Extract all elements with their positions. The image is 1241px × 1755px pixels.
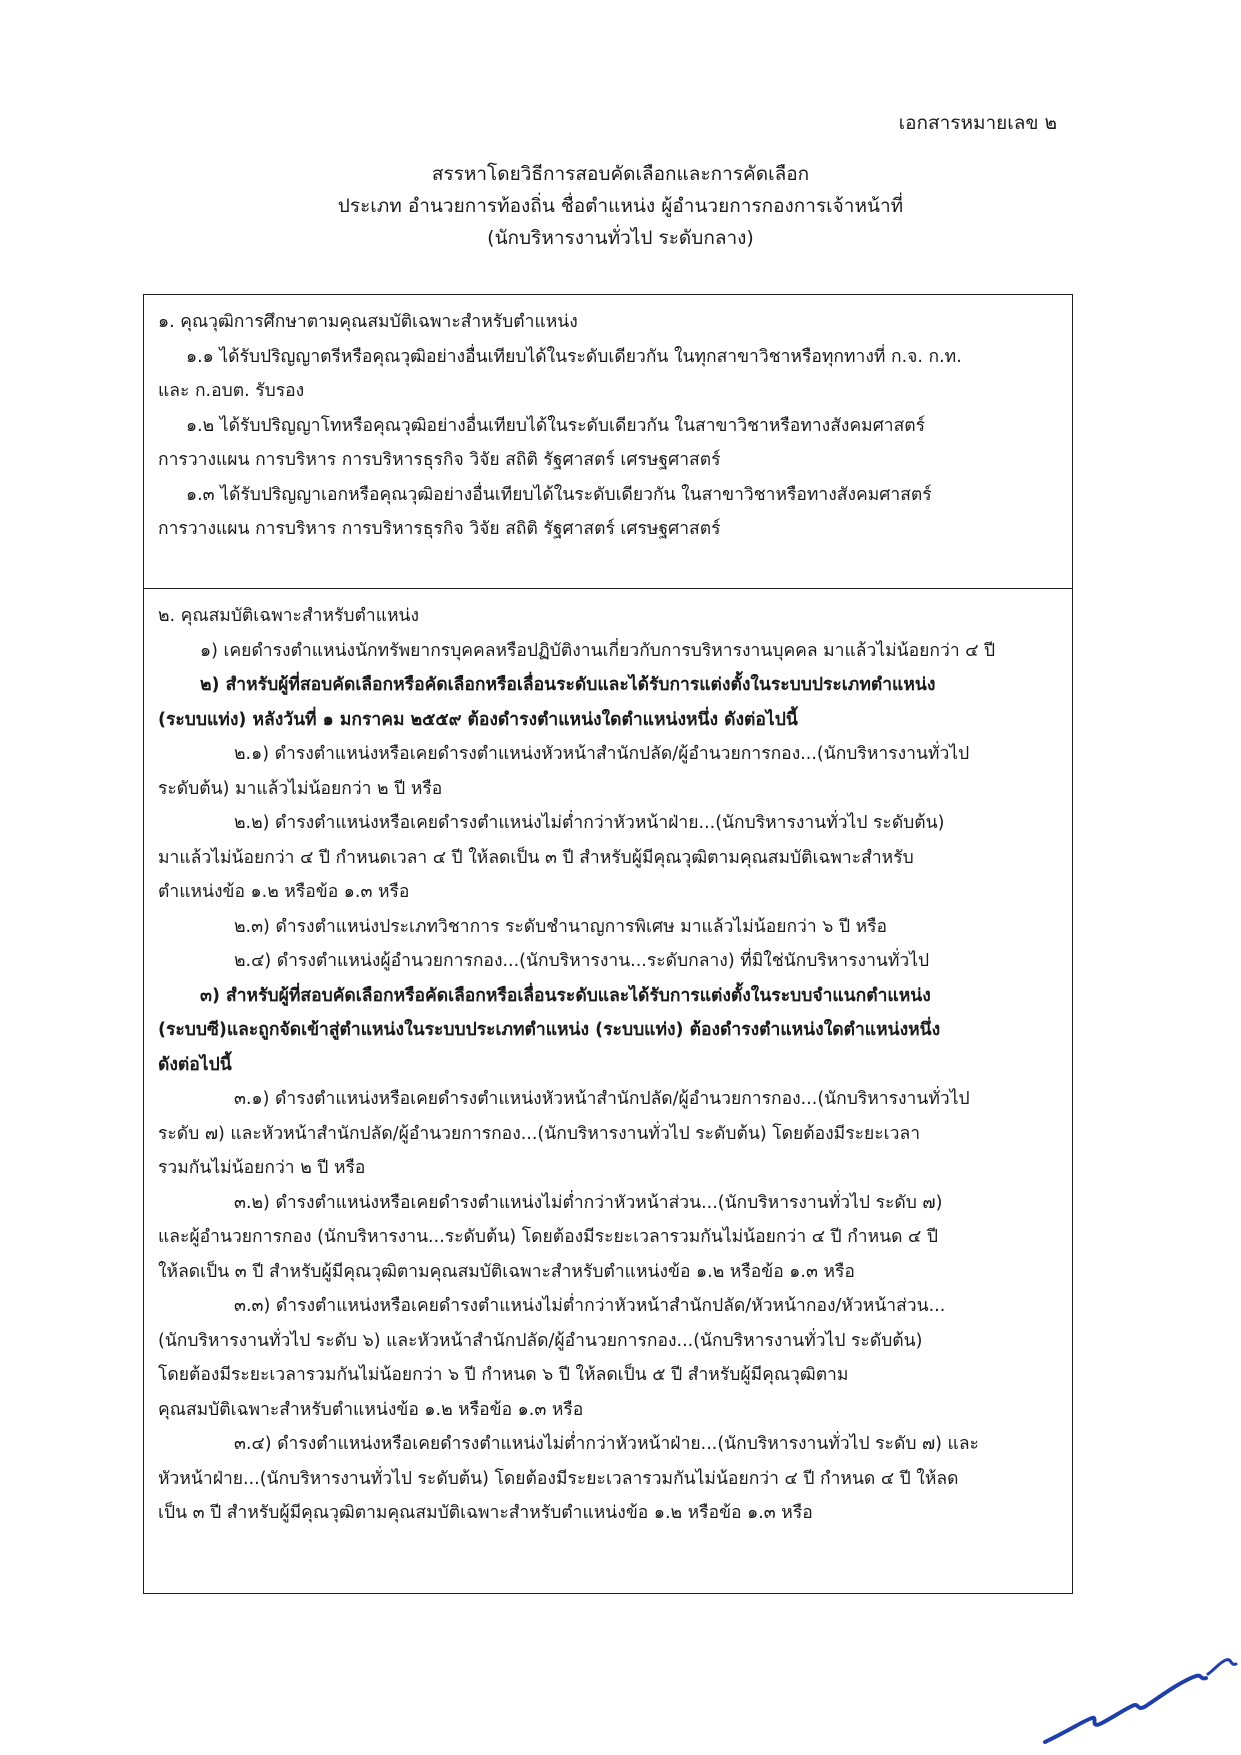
text-line: ดังต่อไปนี้ [158, 1054, 232, 1075]
text-line: ๒.๒) ดำรงตำแหน่งหรือเคยดำรงตำแหน่งไม่ต่ำกว่าหัวหน้าฝ่าย...(นักบริหารงานทั่วไป ระดับต้น) [234, 813, 945, 833]
text-line: ๒.๓) ดำรงตำแหน่งประเภทวิชาการ ระดับชำนาญการพิเศษ มาแล้วไม่น้อยกว่า ๖ ปี หรือ [234, 916, 888, 937]
text-line: ๒.๑) ดำรงตำแหน่งหรือเคยดำรงตำแหน่งหัวหน้าสำนักปลัด/ผู้อำนวยการกอง...(นักบริหารงานทั่วไป [234, 744, 970, 764]
text-line: ๓.๑) ดำรงตำแหน่งหรือเคยดำรงตำแหน่งหัวหน้าสำนักปลัด/ผู้อำนวยการกอง...(นักบริหารงานทั่วไป [234, 1089, 970, 1109]
section-education [143, 294, 1073, 589]
document-number: เอกสารหมายเลข ๒ [898, 112, 1057, 134]
text-line: เป็น ๓ ปี สำหรับผู้มีคุณวุฒิตามคุณสมบัติเฉพาะสำหรับตำแหน่งข้อ ๑.๒ หรือข้อ ๑.๓ หรือ [158, 1503, 813, 1523]
text-line: ๓.๔) ดำรงตำแหน่งหรือเคยดำรงตำแหน่งไม่ต่ำกว่าหัวหน้าฝ่าย...(นักบริหารงานทั่วไป ระดับ ๗) และ [234, 1434, 979, 1454]
text-line: ๑.๒ ได้รับปริญญาโทหรือคุณวุฒิอย่างอื่นเทียบได้ในระดับเดียวกัน ในสาขาวิชาหรือทางสังคมศาสตร์ [186, 415, 926, 436]
text-line: ๓) สำหรับผู้ที่สอบคัดเลือกหรือคัดเลือกหรือเลื่อนระดับและได้รับการแต่งตั้งในระบบจำแนกตำแหน่ง [200, 985, 931, 1006]
text-line: (ระบบแท่ง) หลังวันที่ ๑ มกราคม ๒๕๕๙ ต้องดำรงตำแหน่งใดตำแหน่งหนึ่ง ดังต่อไปนี้ [158, 709, 798, 730]
text-line: การวางแผน การบริหาร การบริหารธุรกิจ วิจัย สถิติ รัฐศาสตร์ เศรษฐศาสตร์ [158, 450, 721, 470]
text-line: ๓.๒) ดำรงตำแหน่งหรือเคยดำรงตำแหน่งไม่ต่ำกว่าหัวหน้าส่วน...(นักบริหารงานทั่วไป ระดับ ๗) [234, 1192, 943, 1213]
text-line: มาแล้วไม่น้อยกว่า ๔ ปี กำหนดเวลา ๔ ปี ให้ลดเป็น ๓ ปี สำหรับผู้มีคุณวุฒิตามคุณสมบัติเฉพาะสำหรับ [158, 847, 914, 868]
title-line-1: สรรหาโดยวิธีการสอบคัดเลือกและการคัดเลือก [431, 163, 810, 185]
text-line: ๓.๓) ดำรงตำแหน่งหรือเคยดำรงตำแหน่งไม่ต่ำกว่าหัวหน้าสำนักปลัด/หัวหน้ากอง/หัวหน้าส่วน... [234, 1296, 946, 1316]
text-line: รวมกันไม่น้อยกว่า ๒ ปี หรือ [158, 1158, 366, 1178]
text-line: ๒) สำหรับผู้ที่สอบคัดเลือกหรือคัดเลือกหรือเลื่อนระดับและได้รับการแต่งตั้งในระบบประเภทตำแหน่ง [200, 675, 936, 695]
signature-icon [1040, 1620, 1240, 1750]
text-line: และ ก.อบต. รับรอง [158, 381, 305, 401]
text-line: โดยต้องมีระยะเวลารวมกันไม่น้อยกว่า ๖ ปี กำหนด ๖ ปี ให้ลดเป็น ๕ ปี สำหรับผู้มีคุณวุฒิตาม [158, 1365, 849, 1385]
text-line: คุณสมบัติเฉพาะสำหรับตำแหน่งข้อ ๑.๒ หรือข้อ ๑.๓ หรือ [158, 1399, 584, 1420]
text-line: และผู้อำนวยการกอง (นักบริหารงาน...ระดับต้น) โดยต้องมีระยะเวลารวมกันไม่น้อยกว่า ๔ ปี กำหนด ๔ ปี [158, 1227, 938, 1247]
text-line: ระดับต้น) มาแล้วไม่น้อยกว่า ๒ ปี หรือ [158, 778, 443, 799]
section-qualifications [143, 588, 1073, 1594]
text-line: (ระบบซี)และถูกจัดเข้าสู่ตำแหน่งในระบบประเภทตำแหน่ง (ระบบแท่ง) ต้องดำรงตำแหน่งใดตำแหน่งหนึ่ง [158, 1020, 941, 1040]
section-heading: ๑. คุณวุฒิการศึกษาตามคุณสมบัติเฉพาะสำหรับตำแหน่ง [158, 312, 578, 332]
text-line: ๑) เคยดำรงตำแหน่งนักทรัพยากรบุคคลหรือปฏิบัติงานเกี่ยวกับการบริหารงานบุคคล มาแล้วไม่น้อยกว่า ๔ ปี [200, 640, 996, 661]
title-line-3: (นักบริหารงานทั่วไป ระดับกลาง) [487, 227, 754, 249]
text-line: หัวหน้าฝ่าย...(นักบริหารงานทั่วไป ระดับต้น) โดยต้องมีระยะเวลารวมกันไม่น้อยกว่า ๔ ปี กำหนด ๔ ปี ให้ลด [158, 1468, 959, 1489]
signature-stroke [1045, 1676, 1206, 1742]
text-line: ๑.๑ ได้รับปริญญาตรีหรือคุณวุฒิอย่างอื่นเทียบได้ในระดับเดียวกัน ในทุกสาขาวิชาหรือทุกทางที่ ก.จ. ก.ท. [186, 346, 962, 367]
text-line: การวางแผน การบริหาร การบริหารธุรกิจ วิจัย สถิติ รัฐศาสตร์ เศรษฐศาสตร์ [158, 519, 721, 539]
text-line: (นักบริหารงานทั่วไป ระดับ ๖) และหัวหน้าสำนักปลัด/ผู้อำนวยการกอง...(นักบริหารงานทั่วไป ระดับต้น) [158, 1330, 923, 1351]
title-line-2: ประเภท อำนวยการท้องถิ่น ชื่อตำแหน่ง ผู้อำนวยการกองการเจ้าหน้าที่ [337, 195, 904, 217]
text-line: ๒.๔) ดำรงตำแหน่งผู้อำนวยการกอง...(นักบริหารงาน...ระดับกลาง) ที่มิใช่นักบริหารงานทั่วไป [234, 951, 930, 971]
text-line: ตำแหน่งข้อ ๑.๒ หรือข้อ ๑.๓ หรือ [158, 882, 410, 902]
signature-flourish [1208, 1660, 1236, 1674]
text-line: ให้ลดเป็น ๓ ปี สำหรับผู้มีคุณวุฒิตามคุณสมบัติเฉพาะสำหรับตำแหน่งข้อ ๑.๒ หรือข้อ ๑.๓ หรือ [158, 1261, 855, 1282]
section-heading: ๒. คุณสมบัติเฉพาะสำหรับตำแหน่ง [158, 606, 420, 626]
text-line: ระดับ ๗) และหัวหน้าสำนักปลัด/ผู้อำนวยการกอง...(นักบริหารงานทั่วไป ระดับต้น) โดยต้องมีระยะเวลา [158, 1123, 921, 1144]
text-line: ๑.๓ ได้รับปริญญาเอกหรือคุณวุฒิอย่างอื่นเทียบได้ในระดับเดียวกัน ในสาขาวิชาหรือทางสังคมศาสตร์ [186, 484, 932, 505]
title-block [0, 158, 1241, 254]
